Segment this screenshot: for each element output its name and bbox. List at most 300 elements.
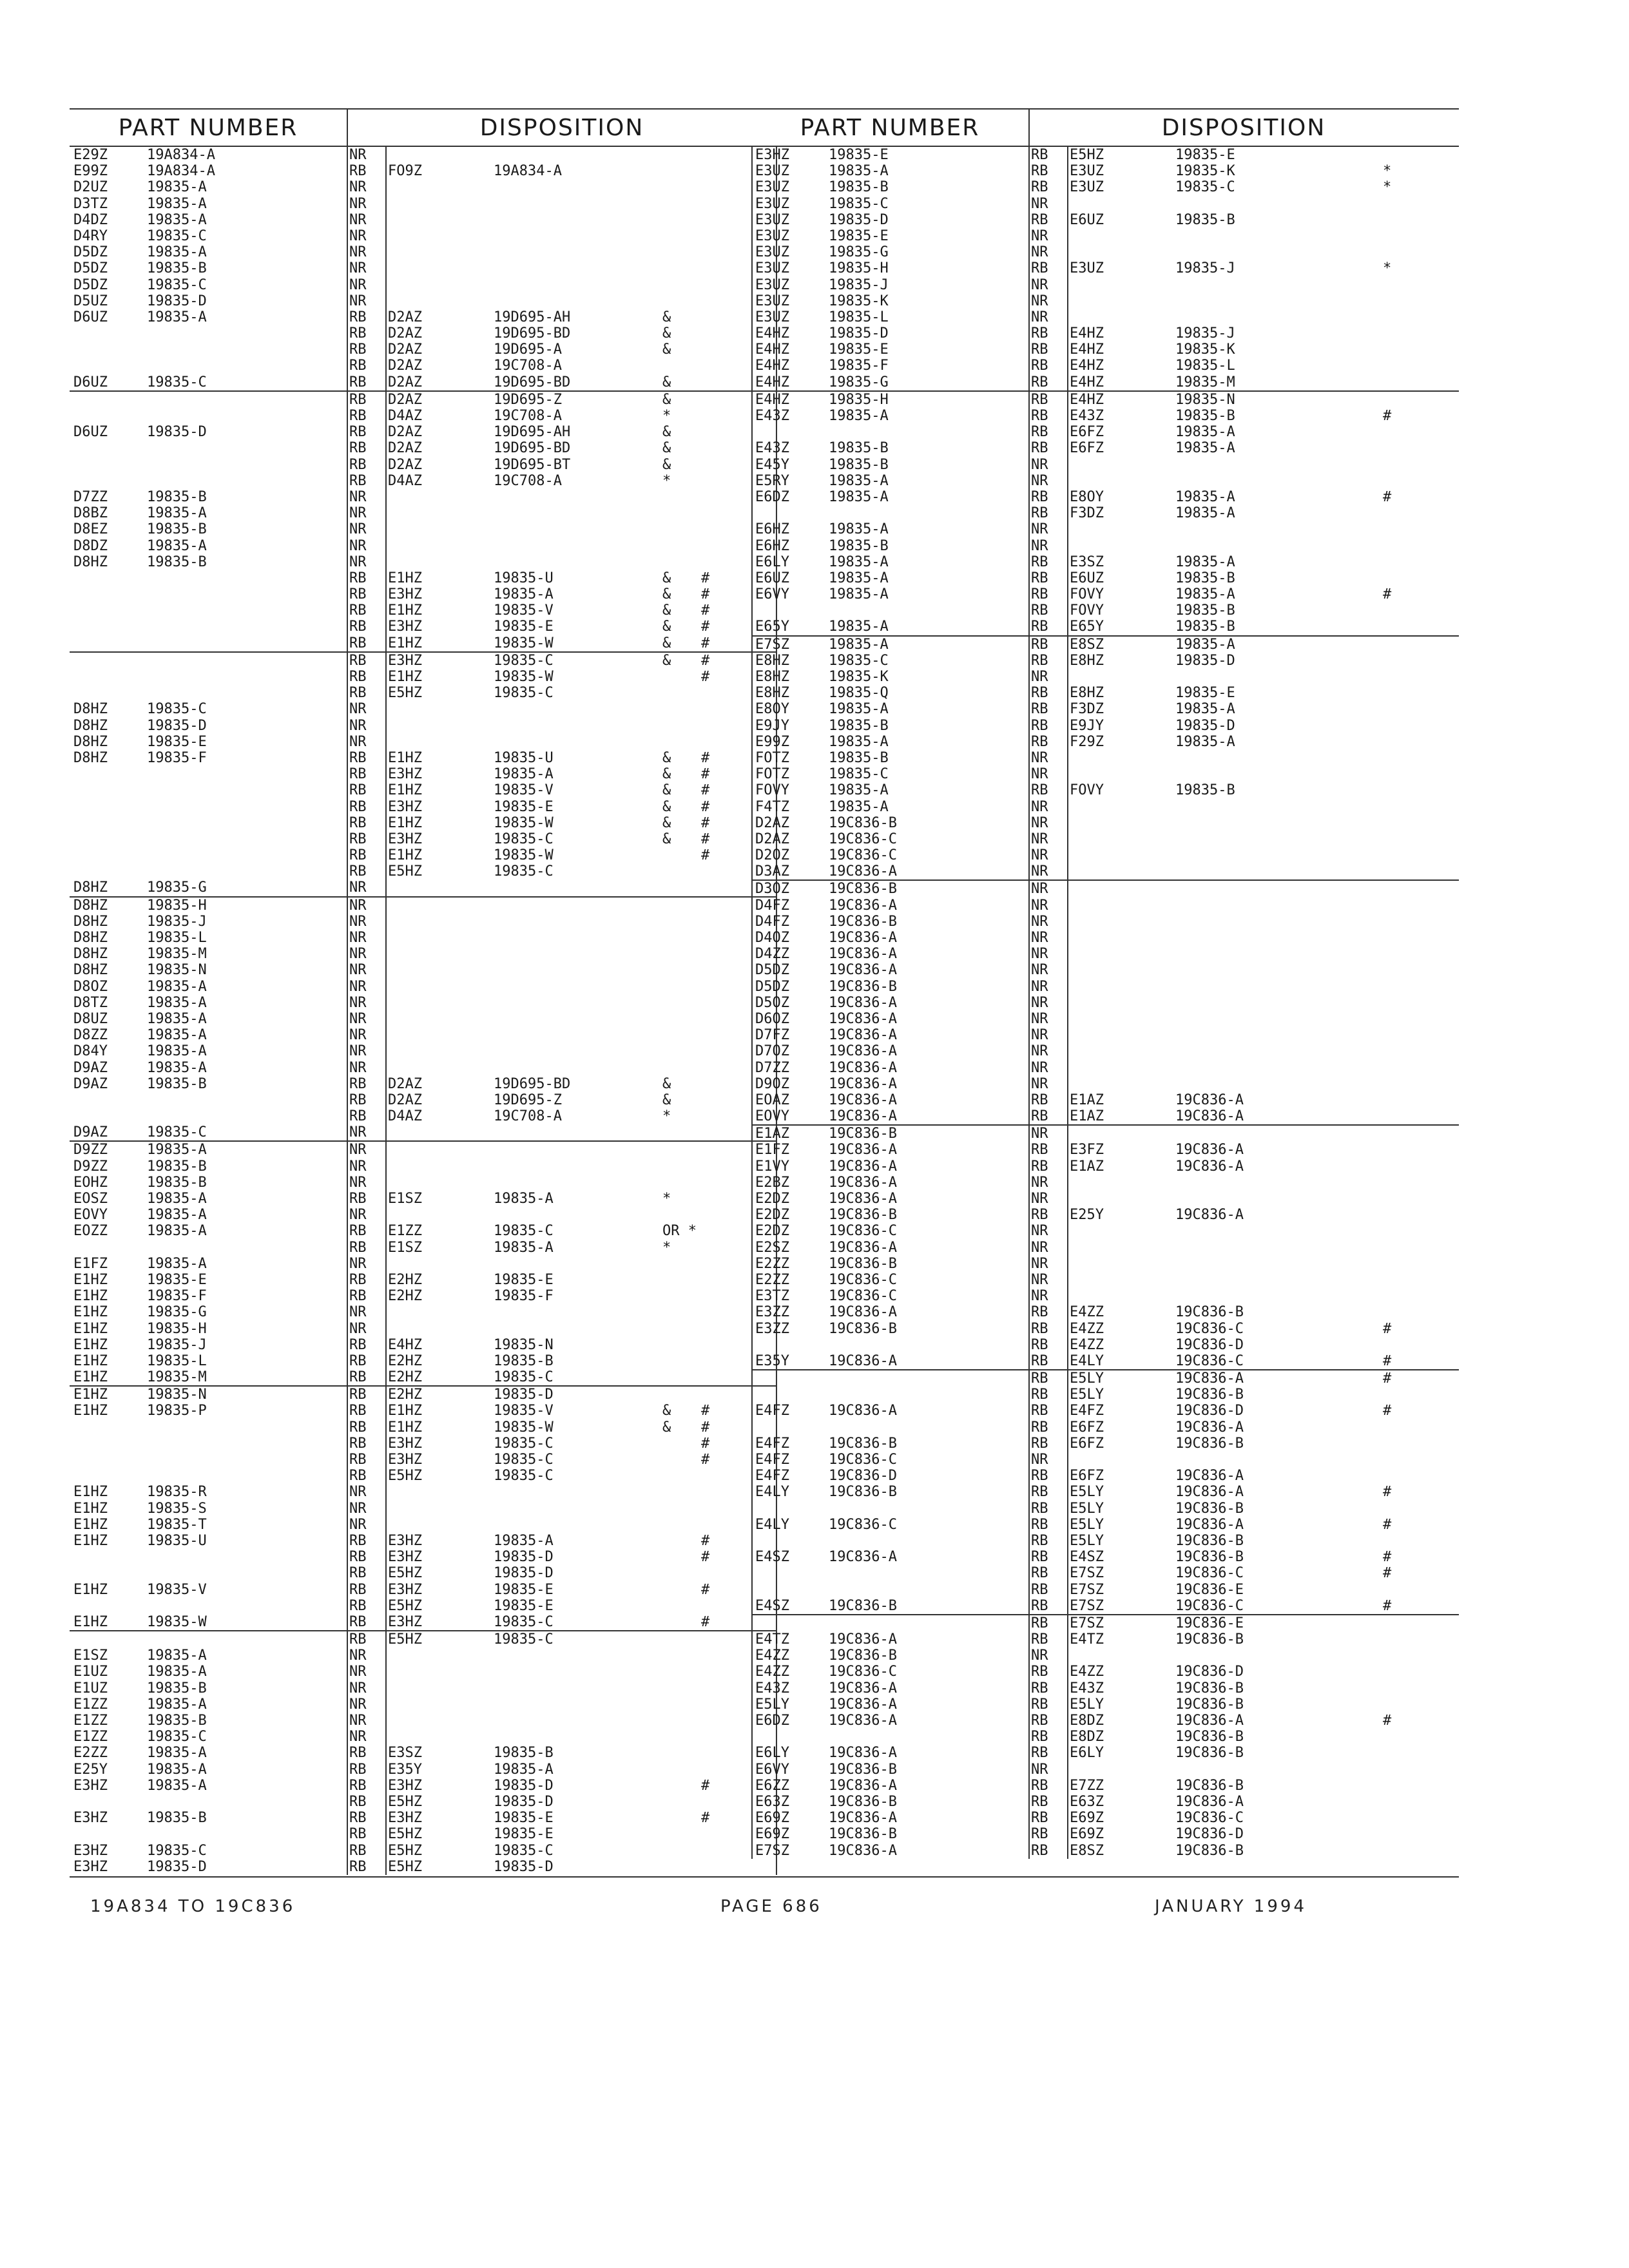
part-number-base: 19835-A (147, 1010, 207, 1027)
table-row (70, 1223, 777, 1239)
table-row (70, 815, 777, 831)
replacement-number: 19835-D (494, 1793, 554, 1810)
replacement-number: 19835-C (494, 1369, 554, 1386)
part-number-prefix: E8HZ (755, 669, 789, 685)
table-row (70, 1843, 777, 1859)
disposition-note: # (1383, 1484, 1392, 1501)
replacement-number: 19835-J (1175, 260, 1235, 277)
part-number-base: 19835-B (147, 1810, 207, 1827)
table-row (70, 1419, 777, 1436)
part-number-base: 19C836-A (829, 1158, 897, 1175)
part-number-prefix: D4OZ (755, 930, 789, 946)
part-number-prefix: D9ZZ (73, 1142, 108, 1158)
disposition-code: RB (1031, 1320, 1048, 1337)
table-row (70, 1288, 777, 1304)
part-number-prefix: D8OZ (73, 978, 108, 995)
disposition-code: RB (1031, 1370, 1048, 1387)
replacement-number: 19C836-A (1175, 1419, 1244, 1436)
disposition-code: NR (1031, 195, 1048, 212)
table-row (751, 521, 1459, 537)
replacement-number: 19835-M (1175, 374, 1235, 390)
disposition-code: NR (1031, 897, 1048, 914)
part-number-base: 19835-A (147, 1648, 207, 1664)
disposition-code: NR (349, 1713, 367, 1729)
table-row (751, 847, 1459, 863)
disposition-code: RB (1031, 717, 1048, 734)
replacement-prefix: D2AZ (388, 391, 422, 408)
disposition-code: NR (349, 897, 367, 914)
disposition-code: RB (349, 831, 367, 847)
part-number-base: 19835-E (147, 1271, 207, 1288)
part-number-base: 19835-B (147, 1174, 207, 1191)
table-row (70, 1452, 777, 1468)
disposition-heading: DISPOSITION (1161, 115, 1326, 141)
table-row (70, 244, 777, 260)
part-number-prefix: D5DZ (755, 978, 789, 995)
disposition-note: * (1383, 260, 1392, 277)
part-number-base: 19835-C (147, 374, 207, 390)
replacement-number: 19835-N (1175, 391, 1235, 408)
disposition-code: RB (349, 1336, 367, 1353)
disposition-code: NR (349, 276, 367, 293)
replacement-prefix: D2AZ (388, 309, 422, 325)
part-number-prefix: D8HZ (73, 913, 108, 930)
part-number-base: 19835-D (147, 717, 207, 734)
table-row (70, 831, 777, 847)
part-number-base: 19835-H (829, 260, 889, 277)
disposition-code: NR (349, 946, 367, 963)
part-number-prefix: F4TZ (755, 798, 789, 815)
part-number-base: 19835-A (147, 537, 207, 554)
part-number-base: 19835-A (829, 472, 889, 489)
disposition-flag: & (662, 652, 671, 669)
replacement-number: 19835-E (494, 1581, 554, 1598)
replacement-prefix: E43Z (1070, 1680, 1104, 1696)
part-number-prefix: E63Z (755, 1793, 789, 1810)
part-number-base: 19C836-A (829, 1191, 897, 1207)
part-number-prefix: E3HZ (73, 1842, 108, 1859)
disposition-code: RB (1031, 341, 1048, 358)
table-row (70, 260, 777, 276)
part-number-heading: PART NUMBER (118, 115, 298, 141)
part-number-prefix: E1SZ (73, 1648, 108, 1664)
disposition-code: RB (349, 1091, 367, 1108)
replacement-prefix: E1HZ (388, 749, 422, 766)
disposition-code: RB (1031, 1631, 1048, 1648)
disposition-code: RB (1031, 1696, 1048, 1713)
part-number-base: 19835-A (147, 1761, 207, 1778)
part-number-base: 19835-G (147, 1304, 207, 1321)
part-number-base: 19C836-B (829, 978, 897, 995)
part-number-base: 19C836-A (829, 962, 897, 979)
replacement-number: 19C836-B (1175, 1680, 1244, 1696)
table-row (751, 538, 1459, 554)
table-row (751, 260, 1459, 276)
disposition-note: # (1383, 1320, 1392, 1337)
disposition-code: RB (349, 325, 367, 342)
table-row (70, 995, 777, 1011)
replacement-prefix: D2AZ (388, 1091, 422, 1108)
part-number-prefix: E1HZ (73, 1271, 108, 1288)
table-row (70, 1304, 777, 1320)
disposition-code: NR (1031, 994, 1048, 1011)
table-row (70, 863, 777, 879)
footer-rule (70, 1876, 1459, 1878)
part-number-base: 19C836-C (829, 1223, 897, 1240)
replacement-prefix: D2AZ (388, 358, 422, 374)
part-number-prefix: D9AZ (73, 1075, 108, 1092)
part-number-prefix: E2BZ (755, 1174, 789, 1191)
disposition-code: RB (1031, 325, 1048, 342)
replacement-number: 19835-E (494, 798, 554, 815)
replacement-number: 19835-W (494, 1419, 554, 1436)
part-number-base: 19835-A (147, 309, 207, 325)
part-number-prefix: E1HZ (73, 1320, 108, 1337)
replacement-prefix: E1HZ (388, 570, 422, 586)
table-row (751, 1436, 1459, 1452)
replacement-number: 19C708-A (494, 358, 562, 374)
part-number-prefix: D8EZ (73, 521, 108, 538)
part-number-prefix: E2ZZ (755, 1271, 789, 1288)
table-row (751, 1614, 1459, 1631)
replacement-prefix: D2AZ (388, 424, 422, 441)
disposition-code: RB (1031, 408, 1048, 424)
table-row (751, 1729, 1459, 1745)
replacement-prefix: E6FZ (1070, 1468, 1104, 1485)
disposition-code: NR (1031, 978, 1048, 995)
disposition-note: # (701, 831, 710, 847)
disposition-code: RB (1031, 1304, 1048, 1321)
table-row (751, 799, 1459, 815)
part-number-prefix: E1ZZ (73, 1713, 108, 1729)
table-row (70, 147, 777, 163)
replacement-prefix: E7SZ (1070, 1597, 1104, 1614)
disposition-code: RB (349, 685, 367, 702)
disposition-code: NR (1031, 1043, 1048, 1060)
table-row (751, 1027, 1459, 1043)
replacement-prefix: E3HZ (388, 1810, 422, 1827)
disposition-code: NR (349, 537, 367, 554)
part-number-prefix: E5LY (755, 1696, 789, 1713)
replacement-number: 19C836-A (1175, 1516, 1244, 1533)
disposition-flag: * (662, 1108, 671, 1125)
part-number-prefix: D8HZ (73, 717, 108, 734)
replacement-number: 19835-E (494, 1271, 554, 1288)
disposition-code: RB (1031, 211, 1048, 228)
disposition-note: # (1383, 1403, 1392, 1419)
table-row (751, 734, 1459, 750)
disposition-code: RB (349, 424, 367, 441)
part-number-base: 19835-A (147, 1043, 207, 1060)
replacement-number: 19C836-C (1175, 1810, 1244, 1827)
table-row (70, 1582, 777, 1598)
disposition-code: NR (349, 1010, 367, 1027)
part-number-prefix: E4FZ (755, 1435, 789, 1452)
disposition-flag: & (662, 782, 671, 799)
part-number-base: 19835-L (147, 1352, 207, 1369)
disposition-code: NR (1031, 814, 1048, 831)
disposition-code: RB (349, 1761, 367, 1778)
table-row (70, 782, 777, 798)
replacement-prefix: FOVY (1070, 586, 1104, 603)
replacement-number: 19C836-A (1175, 1091, 1244, 1108)
part-number-base: 19C836-A (829, 1239, 897, 1256)
replacement-number: 19835-D (494, 1777, 554, 1794)
disposition-code: RB (1031, 391, 1048, 408)
disposition-code: NR (1031, 1271, 1048, 1288)
table-row (751, 898, 1459, 914)
table-row (70, 1810, 777, 1826)
part-number-prefix: E4ZZ (755, 1648, 789, 1664)
replacement-prefix: E4SZ (1070, 1549, 1104, 1566)
part-number-prefix: E99Z (73, 163, 108, 180)
table-row (751, 701, 1459, 717)
table-row (70, 847, 777, 863)
disposition-code: NR (349, 521, 367, 538)
replacement-number: 19835-W (494, 669, 554, 685)
replacement-prefix: E5HZ (388, 1597, 422, 1614)
replacement-number: 19D695-BT (494, 456, 571, 473)
part-number-prefix: E45Y (755, 456, 789, 473)
replacement-number: 19C836-B (1175, 1696, 1244, 1713)
part-number-prefix: E35Y (755, 1352, 789, 1369)
table-row (70, 635, 777, 651)
replacement-prefix: E3HZ (388, 1581, 422, 1598)
replacement-prefix: E4HZ (1070, 325, 1104, 342)
part-number-base: 19835-B (147, 521, 207, 538)
replacement-number: 19C836-D (1175, 1664, 1244, 1680)
part-number-base: 19C836-C (829, 1664, 897, 1680)
replacement-prefix: E3HZ (388, 1777, 422, 1794)
part-number-prefix: E3UZ (755, 163, 789, 180)
replacement-number: 19835-C (494, 831, 554, 847)
part-number-base: 19835-A (147, 505, 207, 522)
part-number-base: 19835-D (147, 424, 207, 441)
table-row (751, 1826, 1459, 1842)
table-row (751, 831, 1459, 847)
disposition-code: NR (349, 701, 367, 718)
replacement-prefix: E1HZ (388, 1419, 422, 1436)
part-number-base: 19835-B (147, 1075, 207, 1092)
replacement-prefix: E3HZ (388, 1435, 422, 1452)
disposition-code: RB (1031, 733, 1048, 750)
table-row (70, 1533, 777, 1549)
replacement-number: 19C836-A (1175, 1207, 1244, 1224)
part-number-prefix: E1HZ (73, 1352, 108, 1369)
part-number-prefix: E3HZ (73, 1810, 108, 1827)
part-number-prefix: E6DZ (755, 488, 789, 505)
part-number-prefix: D5DZ (755, 962, 789, 979)
replacement-number: 19C836-A (1175, 1370, 1244, 1387)
replacement-prefix: D4AZ (388, 408, 422, 424)
part-number-prefix: D5DZ (73, 276, 108, 293)
replacement-prefix: E3FZ (1070, 1142, 1104, 1158)
replacement-number: 19C836-B (1175, 1745, 1244, 1762)
disposition-code: RB (349, 1777, 367, 1794)
part-number-base: 19835-A (147, 244, 207, 261)
table-row (70, 1240, 777, 1256)
disposition-code: RB (1031, 619, 1048, 635)
part-number-base: 19835-A (829, 619, 889, 635)
disposition-code: RB (349, 602, 367, 619)
disposition-code: NR (1031, 946, 1048, 963)
disposition-code: RB (349, 1419, 367, 1436)
part-number-base: 19835-S (147, 1500, 207, 1517)
table-row (70, 408, 777, 424)
part-number-base: 19835-D (147, 1858, 207, 1875)
part-number-prefix: D6OZ (755, 1010, 789, 1027)
table-row (70, 766, 777, 782)
part-number-prefix: D7ZZ (73, 488, 108, 505)
part-number-base: 19C836-A (829, 1631, 897, 1648)
part-number-prefix: D2UZ (73, 179, 108, 196)
replacement-number: 19835-D (494, 1565, 554, 1582)
part-number-base: 19C836-B (829, 1126, 897, 1142)
replacement-prefix: E5LY (1070, 1516, 1104, 1533)
part-number-prefix: D2OZ (755, 847, 789, 864)
replacement-number: 19835-C (494, 1613, 554, 1630)
part-number-base: 19C836-A (829, 994, 897, 1011)
table-row (70, 1385, 777, 1403)
part-number-prefix: E3HZ (73, 1858, 108, 1875)
table-row (751, 1272, 1459, 1288)
part-number-prefix: E1HZ (73, 1613, 108, 1630)
part-number-base: 19C836-B (829, 1793, 897, 1810)
table-row (70, 602, 777, 619)
replacement-number: 19C836-B (1175, 1842, 1244, 1859)
table-row (70, 1501, 777, 1517)
replacement-number: 19C836-D (1175, 1403, 1244, 1419)
part-number-prefix: E4SZ (755, 1549, 789, 1566)
part-number-base: 19C836-B (829, 1255, 897, 1272)
replacement-prefix: E3HZ (388, 831, 422, 847)
part-number-prefix: E8HZ (755, 685, 789, 702)
part-number-prefix: E3UZ (755, 276, 789, 293)
part-number-base: 19835-A (147, 1664, 207, 1680)
disposition-note: # (701, 635, 710, 651)
disposition-code: NR (1031, 293, 1048, 309)
table-row (751, 309, 1459, 325)
replacement-prefix: E1SZ (388, 1191, 422, 1207)
table-row (751, 325, 1459, 341)
replacement-number: 19835-E (494, 619, 554, 635)
disposition-code: NR (1031, 863, 1048, 880)
table-row (751, 1011, 1459, 1027)
replacement-prefix: E5LY (1070, 1532, 1104, 1549)
replacement-prefix: E3SZ (1070, 553, 1104, 570)
table-row (751, 1648, 1459, 1664)
disposition-code: NR (349, 1174, 367, 1191)
table-row (70, 538, 777, 554)
part-number-base: 19835-V (147, 1581, 207, 1598)
disposition-code: RB (1031, 701, 1048, 718)
disposition-code: RB (349, 374, 367, 390)
disposition-code: RB (349, 1387, 367, 1403)
replacement-prefix: D2AZ (388, 456, 422, 473)
disposition-code: RB (1031, 782, 1048, 799)
disposition-code: NR (349, 179, 367, 196)
replacement-number: 19835-U (494, 749, 554, 766)
disposition-code: NR (349, 1124, 367, 1141)
part-number-prefix: D7OZ (755, 1043, 789, 1060)
part-number-prefix: E99Z (755, 733, 789, 750)
part-number-base: 19835-C (829, 766, 889, 783)
disposition-note: * (1383, 179, 1392, 196)
disposition-code: RB (1031, 685, 1048, 702)
disposition-code: NR (1031, 1761, 1048, 1778)
part-number-base: 19835-B (147, 553, 207, 570)
table-row (70, 1859, 777, 1875)
replacement-number: 19835-A (1175, 586, 1235, 603)
part-number-prefix: D4FZ (755, 913, 789, 930)
right-column (751, 108, 1459, 1859)
table-row (751, 635, 1459, 653)
replacement-number: 19C836-E (1175, 1581, 1244, 1598)
table-row (70, 1403, 777, 1419)
table-row (70, 979, 777, 995)
replacement-number: 19835-C (494, 1842, 554, 1859)
table-row (751, 750, 1459, 766)
table-row (70, 799, 777, 815)
part-number-prefix: E3UZ (755, 244, 789, 261)
disposition-flag: & (662, 374, 671, 390)
part-number-prefix: E5RY (755, 472, 789, 489)
table-row (751, 1337, 1459, 1353)
replacement-prefix: E2HZ (388, 1387, 422, 1403)
part-number-base: 19C836-B (829, 913, 897, 930)
disposition-code: NR (349, 1207, 367, 1224)
table-row (751, 341, 1459, 358)
replacement-number: 19C836-A (1175, 1468, 1244, 1485)
disposition-note: # (1383, 1565, 1392, 1582)
disposition-note: # (701, 1777, 710, 1794)
replacement-prefix: E5LY (1070, 1500, 1104, 1517)
table-row (751, 914, 1459, 930)
table-row (70, 179, 777, 195)
disposition-code: RB (1031, 1793, 1048, 1810)
disposition-note: # (701, 1532, 710, 1549)
replacement-number: 19835-N (494, 1336, 554, 1353)
replacement-prefix: E4ZZ (1070, 1320, 1104, 1337)
table-row (751, 1565, 1459, 1581)
replacement-prefix: E43Z (1070, 408, 1104, 424)
replacement-number: 19C836-A (1175, 1484, 1244, 1501)
part-number-prefix: EOVY (73, 1207, 108, 1224)
part-number-prefix: EOVY (755, 1108, 789, 1125)
part-number-base: 19835-U (147, 1532, 207, 1549)
table-row (751, 619, 1459, 635)
replacement-number: 19835-B (1175, 211, 1235, 228)
disposition-note: # (701, 814, 710, 831)
disposition-code: RB (349, 1581, 367, 1598)
table-row (70, 163, 777, 179)
table-row (751, 1223, 1459, 1239)
table-row (751, 147, 1459, 163)
replacement-number: 19835-C (494, 1223, 554, 1240)
part-number-prefix: E1HZ (73, 1581, 108, 1598)
replacement-number: 19C836-C (1175, 1597, 1244, 1614)
replacement-prefix: E3HZ (388, 1613, 422, 1630)
table-row (70, 570, 777, 586)
disposition-note: * (1383, 163, 1392, 180)
disposition-flag: & (662, 749, 671, 766)
replacement-prefix: E5LY (1070, 1387, 1104, 1403)
table-row (70, 1256, 777, 1272)
disposition-code: RB (349, 782, 367, 799)
replacement-number: 19835-C (494, 652, 554, 669)
part-number-base: 19C836-A (829, 1091, 897, 1108)
replacement-prefix: E1ZZ (388, 1223, 422, 1240)
